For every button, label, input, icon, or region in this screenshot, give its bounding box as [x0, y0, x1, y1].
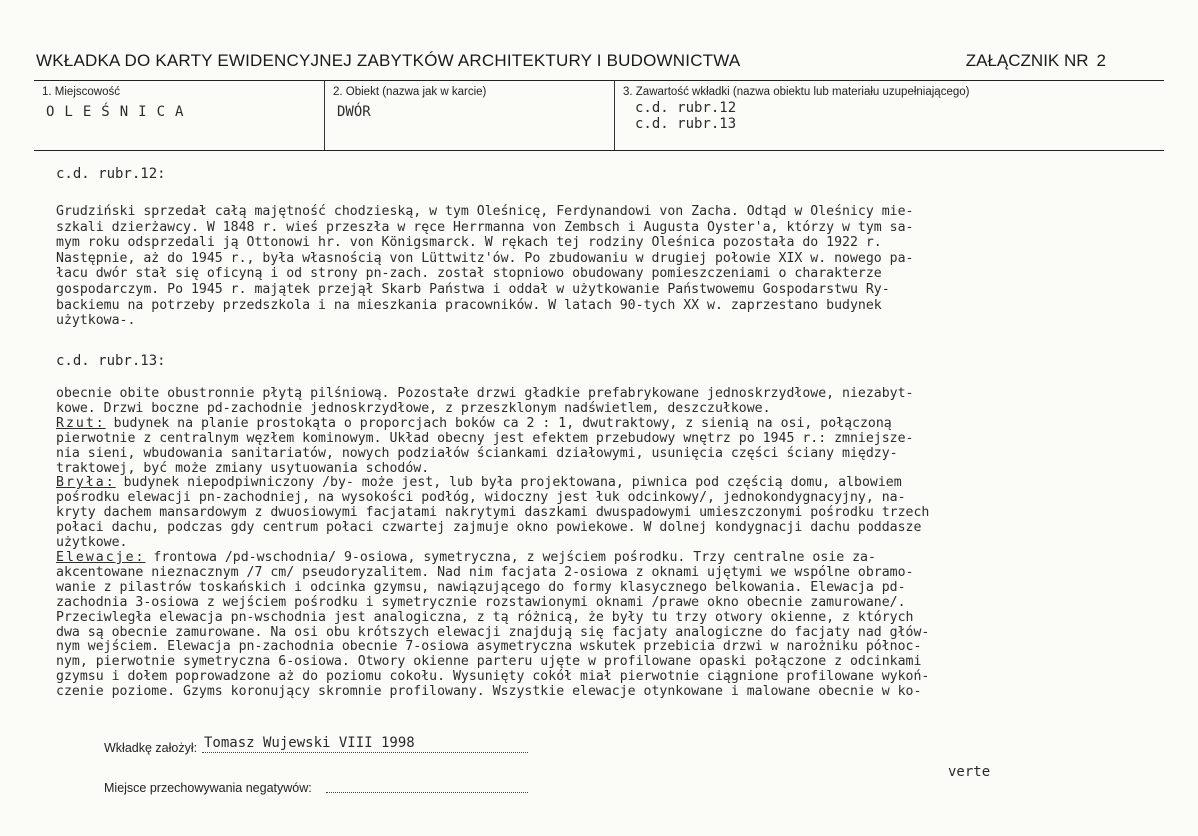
text-line: wanie z pilastrów toskańskich i odcinka gzymsu, nawiązującego do formy klasycznego belkowania. Elewacja pd- [56, 579, 906, 595]
text-line: kryty dachem mansardowym z dwuosiowymi facjatami nakrytymi daszkami dwuspadowymi umieszczonymi pośrodku trzech [56, 505, 930, 521]
text-line: mym roku odsprzedali ją Ottonowi hr. von Königsmarck. W rękach tej rodziny Oleśnica pozostała do 1922 r. [56, 235, 882, 251]
text-line: Grudziński sprzedał całą majętność chodzieską, w tym Oleśnicę, Ferdynandowi von Zacha. Odtąd w Oleśnicy mie- [56, 204, 914, 219]
text-line: dwa są obecnie zamurowane. Na osi obu krótszych elewacji znajdują się facjaty analogiczne do facjaty nad głów- [56, 624, 930, 640]
contents-line: c.d. rubr.12 [635, 100, 737, 116]
elewacje-line [56, 551, 1154, 566]
created-by-dotted-line [202, 752, 528, 753]
rzut-line [56, 417, 1154, 432]
rzut-first-line: budynek na planie prostokąta o proporcjach boków ca 2 : 1, dwutraktowy, z sienią na osi, połączoną [105, 415, 892, 431]
text-line: nym, pierwotnie symetryczna 6-osiowa. Otwory okienne parteru ujęte w profilowane opaski połączone z odcinkami [56, 654, 922, 670]
text-line: nia sieni, wbudowania sanitariatów, nowych podziałów ściankami działowymi, usunięcia części ściany między- [56, 445, 898, 461]
text-line: czenie poziome. Gzyms koronujący skromnie profilowany. Wszystkie elewacje otynkowane i malowane obecnie w ko- [56, 684, 922, 700]
field-contents-label: 3. Zawartość wkładki (nazwa obiektu lub materiału uzupełniającego) [623, 86, 970, 98]
negatives-location-dotted-line [326, 792, 528, 793]
contents-line: c.d. rubr.13 [635, 116, 737, 132]
field-locality [34, 80, 324, 150]
annex-label [966, 51, 1106, 71]
field-contents-value [635, 100, 736, 132]
text-line: użytkowa-. [56, 313, 136, 329]
text-line: gzymsu i dołem poprowadzone aż do poziomu cokołu. Wysunięty cokół miał pierwotnie ciągnione profilowane wykoń- [56, 669, 930, 685]
section-13-heading: c.d. rubr.13: [56, 353, 166, 369]
field-locality-value: OLEŚNICA [46, 104, 194, 120]
field-object [324, 80, 615, 150]
text-line: zachodnia 3-osiowa z wejściem pośrodku i symetrycznie rozstawionymi oknami /prawe okno obecnie zamurowane/. [56, 594, 906, 610]
annex-label-text: ZAŁĄCZNIK NR [965, 51, 1089, 70]
created-by-label: Wkładkę założył: [104, 741, 198, 755]
rzut-label: Rzut: [56, 415, 106, 431]
text-line: traktowej, być może zmiany usytuowania schodów. [56, 460, 430, 476]
text-line: użytkowe. [56, 535, 128, 551]
section-12-heading: c.d. rubr.12: [56, 166, 166, 182]
text-line: połaci dachu, podczas gdy centrum połaci czwartej zajmuje okno powiekowe. W dolnej kondygnacji dachu poddasze [56, 520, 922, 536]
text-line: pośrodku elewacji pn-zachodniej, na wysokości podłóg, widoczny jest łuk odcinkowy/, jednokondygnacyjny, na- [56, 490, 906, 506]
section-12-text [56, 204, 1154, 329]
form-title: WKŁADKA DO KARTY EWIDENCYJNEJ ZABYTKÓW ARCHITEKTURY I BUDOWNICTWA [36, 51, 741, 70]
field-contents [614, 80, 1164, 150]
field-object-value: DWÓR [337, 104, 371, 120]
text-line: Przeciwległa elewacja pn-wschodnia jest analogiczna, z tą różnicą, że były tu trzy otwory okienne, z których [56, 609, 914, 625]
text-line: akcentowane nieznacznym /7 cm/ pseudoryzalitem. Nad nim facjata 2-osiowa z oknami ujętymi we wspólne obramo- [56, 564, 914, 580]
field-locality-label: 1. Miejscowość [42, 86, 120, 98]
bryla-first-line: budynek niepodpiwniczony /by- może jest, lub była projektowana, piwnica pod częścią domu, albowiem [115, 475, 902, 491]
text-line: Następnie, aż do 1945 r., była własnością von Lüttwitz'ów. Po zbudowaniu w drugiej połowie XIX w. nowego pa- [56, 250, 914, 266]
text-line: obecnie obite obustronnie płytą pilśniową. Pozostałe drzwi gładkie prefabrykowane jednoskrzydłowe, niezabyt- [56, 386, 914, 401]
text-line: łacu dwór stał się oficyną i od strony pn-zach. został stopniowo obudowany pomieszczeniami o charakterze [56, 266, 882, 282]
annex-number: 2 [1096, 51, 1106, 70]
negatives-location-label: Miejsce przechowywania negatywów: [104, 781, 312, 795]
text-line: backiemu na potrzeby przedszkola i na mieszkania pracowników. W latach 90-tych XX w. zaprzestano budynek [56, 297, 882, 313]
elewacje-label: Elewacje: [56, 549, 146, 565]
elewacje-first-line: frontowa /pd-wschodnia/ 9-osiowa, symetryczna, z wejściem pośrodku. Trzy centralne osie za- [145, 549, 876, 565]
text-line: szkali dzierżawcy. W 1848 r. wieś przeszła w ręce Herrmanna von Zembsch i Augusta Oyster'a, którzy w tym sa- [56, 219, 914, 235]
text-line: nym wejściem. Elewacja pn-zachodnia obecnie 7-osiowa asymetryczna wskutek przebicia drzwi w narożniku północ- [56, 639, 922, 655]
text-line: gospodarczym. Po 1945 r. majątek przejął Skarb Państwa i oddał w użytkowanie Państwowemu Gospodarstwu Ry- [56, 281, 890, 297]
verte-note: verte [948, 764, 991, 780]
bryla-label: Bryła: [56, 475, 116, 491]
section-13-text [56, 387, 1154, 700]
created-by-value: Tomasz Wujewski VIII 1998 [204, 735, 415, 751]
form-fields-row [34, 80, 1164, 151]
text-line: pierwotnie z centralnym węzłem kominowym. Układ obecny jest efektem przebudowy wnętrz po 1945 r.: zmniejsze- [56, 430, 914, 446]
field-object-label: 2. Obiekt (nazwa jak w karcie) [333, 86, 487, 98]
text-line: kowe. Drzwi boczne pd-zachodnie jednoskrzydłowe, z przeszklonym nadświetlem, deszczułkowe. [56, 400, 771, 416]
